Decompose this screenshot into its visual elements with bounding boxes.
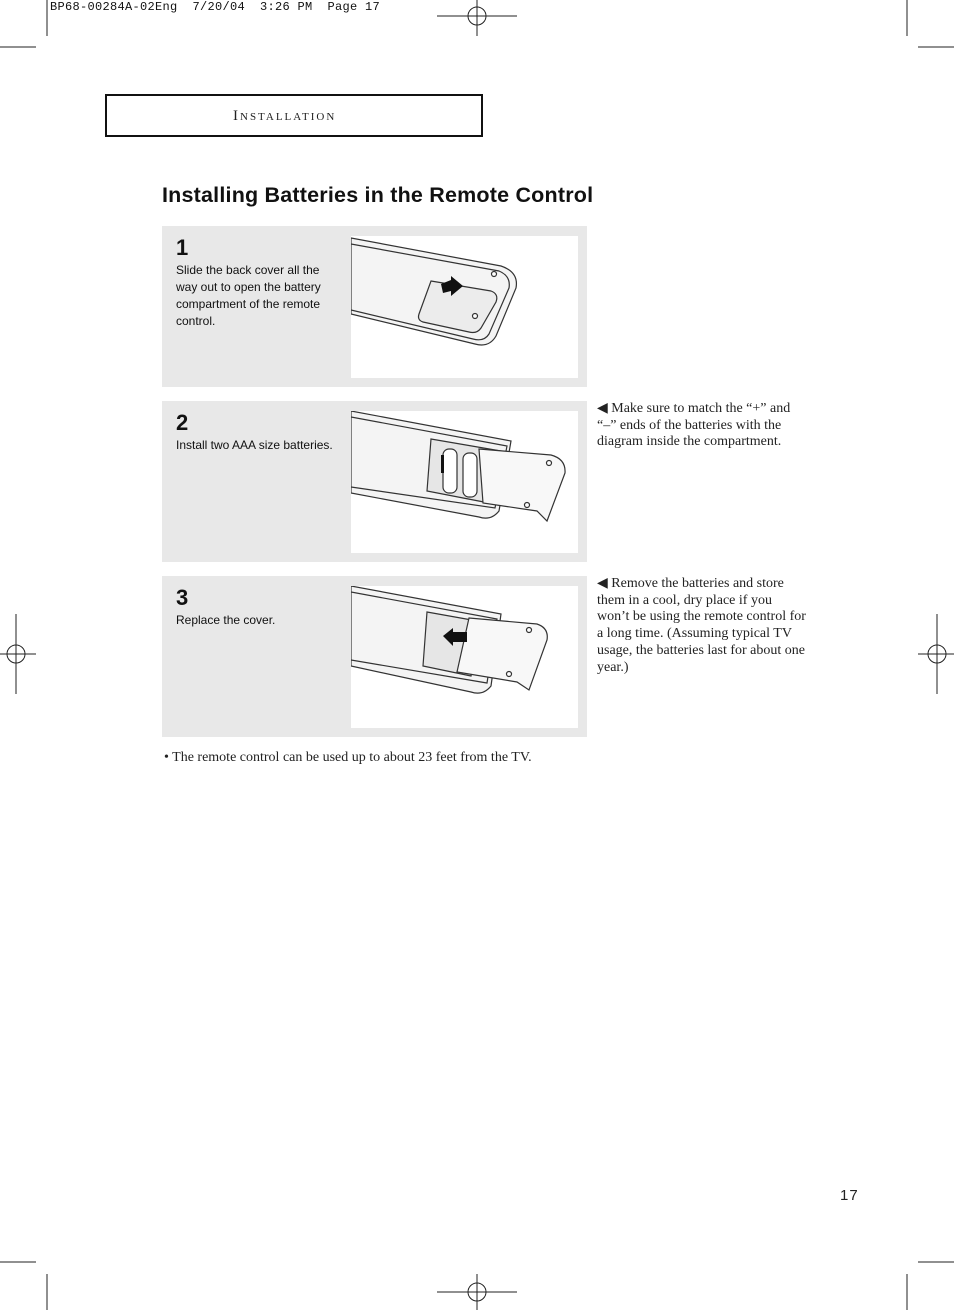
battery-polarity-note: ◀ Make sure to match the “+” and “–” ends of the batteries with the diagram inside the compartment. — [597, 401, 791, 450]
remote-open-cover-illustration — [351, 236, 578, 378]
step-number: 2 — [176, 410, 189, 435]
section-label: Installation — [233, 108, 337, 124]
battery-storage-note: ◀ Remove the batteries and store them in a cool, dry place if you won’t be using the remote control for a long time. (Assuming typical TV usage, the batteries last for about one year.) — [597, 576, 806, 675]
remote-install-batteries-illustration — [351, 411, 578, 553]
step-2-panel — [162, 401, 587, 562]
page-number: 17 — [840, 1187, 859, 1204]
step-number: 3 — [176, 585, 189, 610]
step-text: Slide the back cover all the way out to open the battery compartment of the remote control. — [176, 263, 321, 328]
step-text: Install two AAA size batteries. — [176, 438, 333, 452]
page-title: Installing Batteries in the Remote Control — [162, 183, 594, 207]
step-3-panel — [162, 576, 587, 737]
step-1-panel — [162, 226, 587, 387]
step-number: 1 — [176, 235, 189, 260]
step-text: Replace the cover. — [176, 613, 276, 627]
section-header — [105, 94, 483, 137]
print-slug: BP68-00284A-02Eng 7/20/04 3:26 PM Page 17 — [50, 0, 381, 14]
range-note: • The remote control can be used up to about 23 feet from the TV. — [164, 750, 532, 765]
remote-replace-cover-illustration — [351, 586, 578, 728]
